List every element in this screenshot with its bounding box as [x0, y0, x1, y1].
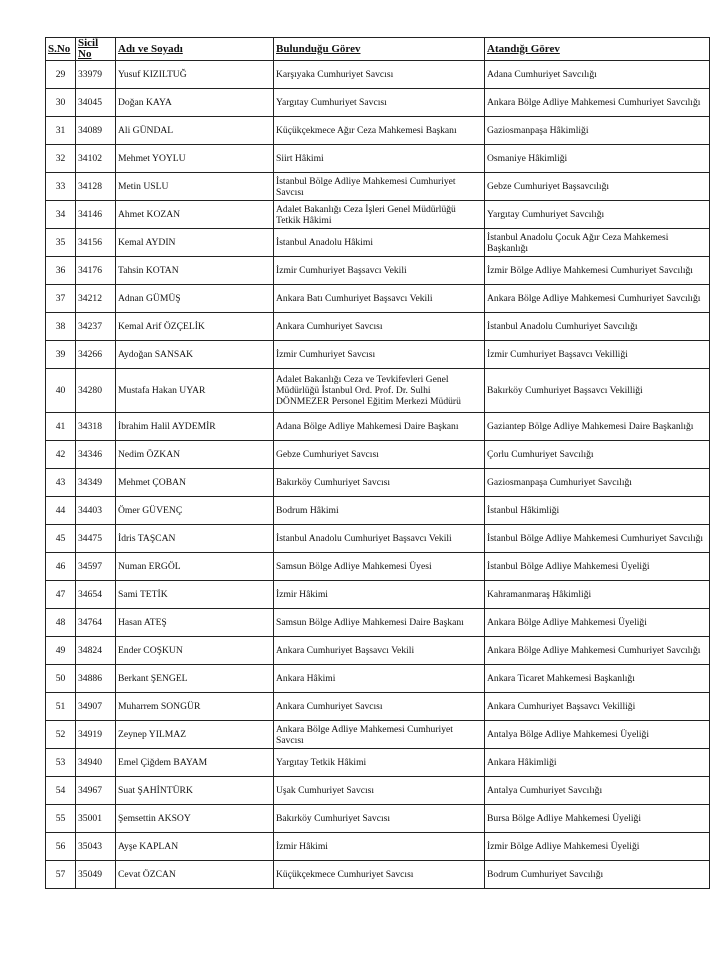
- header-assigned: Atandığı Görev: [485, 38, 710, 61]
- cell-assigned: Kahramanmaraş Hâkimliği: [485, 581, 710, 609]
- cell-current: Uşak Cumhuriyet Savcısı: [274, 777, 485, 805]
- cell-current: Adalet Bakanlığı Ceza İşleri Genel Müdürlüğü Tetkik Hâkimi: [274, 201, 485, 229]
- table-row: [46, 581, 710, 609]
- cell-sicil: 34475: [76, 525, 116, 553]
- cell-sicil: 35043: [76, 833, 116, 861]
- table-row: [46, 833, 710, 861]
- cell-assigned: İstanbul Bölge Adliye Mahkemesi Üyeliği: [485, 553, 710, 581]
- cell-assigned: Gebze Cumhuriyet Başsavcılığı: [485, 173, 710, 201]
- cell-name: Mehmet YOYLU: [116, 145, 274, 173]
- cell-sno: 32: [46, 145, 76, 173]
- cell-name: Metin USLU: [116, 173, 274, 201]
- cell-name: Muharrem SONGÜR: [116, 693, 274, 721]
- cell-name: Adnan GÜMÜŞ: [116, 285, 274, 313]
- cell-current: Küçükçekmece Ağır Ceza Mahkemesi Başkanı: [274, 117, 485, 145]
- appointments-table: [45, 37, 710, 889]
- cell-assigned: Ankara Bölge Adliye Mahkemesi Üyeliği: [485, 609, 710, 637]
- cell-name: Aydoğan SANSAK: [116, 341, 274, 369]
- cell-sicil: 34146: [76, 201, 116, 229]
- table-row: [46, 637, 710, 665]
- cell-assigned: İzmir Bölge Adliye Mahkemesi Üyeliği: [485, 833, 710, 861]
- table-row: [46, 441, 710, 469]
- cell-name: Tahsin KOTAN: [116, 257, 274, 285]
- cell-sicil: 34346: [76, 441, 116, 469]
- cell-assigned: İstanbul Anadolu Çocuk Ağır Ceza Mahkemesi Başkanlığı: [485, 229, 710, 257]
- cell-sicil: 34280: [76, 369, 116, 413]
- table-row: [46, 89, 710, 117]
- cell-sno: 49: [46, 637, 76, 665]
- cell-sno: 38: [46, 313, 76, 341]
- cell-current: Ankara Cumhuriyet Başsavcı Vekili: [274, 637, 485, 665]
- table-row: [46, 777, 710, 805]
- cell-sno: 47: [46, 581, 76, 609]
- cell-sno: 37: [46, 285, 76, 313]
- header-current: Bulunduğu Görev: [274, 38, 485, 61]
- cell-assigned: İzmir Cumhuriyet Başsavcı Vekilliği: [485, 341, 710, 369]
- cell-assigned: İstanbul Hâkimliği: [485, 497, 710, 525]
- cell-sno: 53: [46, 749, 76, 777]
- cell-current: Siirt Hâkimi: [274, 145, 485, 173]
- cell-sno: 48: [46, 609, 76, 637]
- cell-assigned: Yargıtay Cumhuriyet Savcılığı: [485, 201, 710, 229]
- cell-current: Ankara Bölge Adliye Mahkemesi Cumhuriyet Savcısı: [274, 721, 485, 749]
- cell-sno: 30: [46, 89, 76, 117]
- cell-current: Ankara Batı Cumhuriyet Başsavcı Vekili: [274, 285, 485, 313]
- cell-name: Ayşe KAPLAN: [116, 833, 274, 861]
- cell-sno: 36: [46, 257, 76, 285]
- cell-assigned: Gaziantep Bölge Adliye Mahkemesi Daire Başkanlığı: [485, 413, 710, 441]
- cell-sno: 51: [46, 693, 76, 721]
- cell-sno: 35: [46, 229, 76, 257]
- table-row: [46, 257, 710, 285]
- header-sicil: Sicil No: [76, 38, 116, 61]
- cell-sno: 45: [46, 525, 76, 553]
- cell-current: Adana Bölge Adliye Mahkemesi Daire Başkanı: [274, 413, 485, 441]
- cell-sno: 34: [46, 201, 76, 229]
- cell-name: İbrahim Halil AYDEMİR: [116, 413, 274, 441]
- cell-sno: 42: [46, 441, 76, 469]
- cell-assigned: İstanbul Bölge Adliye Mahkemesi Cumhuriyet Savcılığı: [485, 525, 710, 553]
- cell-sno: 57: [46, 861, 76, 889]
- cell-name: Yusuf KIZILTUĞ: [116, 61, 274, 89]
- cell-current: İzmir Cumhuriyet Savcısı: [274, 341, 485, 369]
- cell-assigned: İstanbul Anadolu Cumhuriyet Savcılığı: [485, 313, 710, 341]
- cell-sno: 29: [46, 61, 76, 89]
- table-row: [46, 749, 710, 777]
- header-sno: S.No: [46, 38, 76, 61]
- cell-current: Ankara Cumhuriyet Savcısı: [274, 313, 485, 341]
- cell-assigned: Bakırköy Cumhuriyet Başsavcı Vekilliği: [485, 369, 710, 413]
- table-row: [46, 693, 710, 721]
- cell-sicil: 34237: [76, 313, 116, 341]
- cell-current: Gebze Cumhuriyet Savcısı: [274, 441, 485, 469]
- table-row: [46, 313, 710, 341]
- cell-sno: 44: [46, 497, 76, 525]
- cell-name: Emel Çiğdem BAYAM: [116, 749, 274, 777]
- cell-sicil: 34318: [76, 413, 116, 441]
- cell-current: İzmir Hâkimi: [274, 581, 485, 609]
- cell-assigned: Ankara Bölge Adliye Mahkemesi Cumhuriyet Savcılığı: [485, 89, 710, 117]
- cell-sicil: 34156: [76, 229, 116, 257]
- cell-assigned: Bodrum Cumhuriyet Savcılığı: [485, 861, 710, 889]
- cell-sicil: 34212: [76, 285, 116, 313]
- cell-sicil: 34176: [76, 257, 116, 285]
- table-row: [46, 553, 710, 581]
- cell-sno: 33: [46, 173, 76, 201]
- table-row: [46, 61, 710, 89]
- cell-sicil: 34349: [76, 469, 116, 497]
- cell-name: Nedim ÖZKAN: [116, 441, 274, 469]
- cell-assigned: Ankara Ticaret Mahkemesi Başkanlığı: [485, 665, 710, 693]
- cell-sicil: 33979: [76, 61, 116, 89]
- cell-sicil: 34886: [76, 665, 116, 693]
- cell-assigned: İzmir Bölge Adliye Mahkemesi Cumhuriyet Savcılığı: [485, 257, 710, 285]
- cell-name: Ali GÜNDAL: [116, 117, 274, 145]
- header-name: Adı ve Soyadı: [116, 38, 274, 61]
- table-row: [46, 369, 710, 413]
- cell-sno: 43: [46, 469, 76, 497]
- cell-assigned: Ankara Bölge Adliye Mahkemesi Cumhuriyet Savcılığı: [485, 637, 710, 665]
- cell-name: Kemal Arif ÖZÇELİK: [116, 313, 274, 341]
- cell-current: Küçükçekmece Cumhuriyet Savcısı: [274, 861, 485, 889]
- cell-current: Samsun Bölge Adliye Mahkemesi Üyesi: [274, 553, 485, 581]
- cell-current: Ankara Cumhuriyet Savcısı: [274, 693, 485, 721]
- cell-name: Berkant ŞENGEL: [116, 665, 274, 693]
- cell-current: İstanbul Anadolu Hâkimi: [274, 229, 485, 257]
- cell-sicil: 34266: [76, 341, 116, 369]
- cell-assigned: Bursa Bölge Adliye Mahkemesi Üyeliği: [485, 805, 710, 833]
- table-row: [46, 117, 710, 145]
- cell-current: Samsun Bölge Adliye Mahkemesi Daire Başkanı: [274, 609, 485, 637]
- cell-name: Mustafa Hakan UYAR: [116, 369, 274, 413]
- cell-sno: 39: [46, 341, 76, 369]
- header-row: [46, 38, 710, 61]
- cell-assigned: Gaziosmanpaşa Cumhuriyet Savcılığı: [485, 469, 710, 497]
- cell-assigned: Antalya Cumhuriyet Savcılığı: [485, 777, 710, 805]
- cell-assigned: Çorlu Cumhuriyet Savcılığı: [485, 441, 710, 469]
- table-row: [46, 609, 710, 637]
- cell-current: Bakırköy Cumhuriyet Savcısı: [274, 805, 485, 833]
- cell-sicil: 34403: [76, 497, 116, 525]
- cell-sicil: 34940: [76, 749, 116, 777]
- table-row: [46, 805, 710, 833]
- cell-name: Numan ERGÖL: [116, 553, 274, 581]
- cell-sicil: 34907: [76, 693, 116, 721]
- cell-sicil: 34919: [76, 721, 116, 749]
- cell-current: İzmir Hâkimi: [274, 833, 485, 861]
- cell-assigned: Ankara Hâkimliği: [485, 749, 710, 777]
- cell-name: Cevat ÖZCAN: [116, 861, 274, 889]
- cell-current: Ankara Hâkimi: [274, 665, 485, 693]
- cell-sicil: 34654: [76, 581, 116, 609]
- table-row: [46, 665, 710, 693]
- cell-current: İstanbul Anadolu Cumhuriyet Başsavcı Vekili: [274, 525, 485, 553]
- cell-name: Zeynep YILMAZ: [116, 721, 274, 749]
- cell-sicil: 34089: [76, 117, 116, 145]
- table-row: [46, 145, 710, 173]
- cell-sno: 31: [46, 117, 76, 145]
- cell-name: Ender COŞKUN: [116, 637, 274, 665]
- cell-assigned: Adana Cumhuriyet Savcılığı: [485, 61, 710, 89]
- cell-sicil: 35049: [76, 861, 116, 889]
- cell-name: Mehmet ÇOBAN: [116, 469, 274, 497]
- table-row: [46, 229, 710, 257]
- cell-name: Doğan KAYA: [116, 89, 274, 117]
- cell-sno: 41: [46, 413, 76, 441]
- cell-sicil: 34128: [76, 173, 116, 201]
- cell-name: Şemsettin AKSOY: [116, 805, 274, 833]
- cell-name: Sami TETİK: [116, 581, 274, 609]
- cell-name: Ömer GÜVENÇ: [116, 497, 274, 525]
- cell-current: Bakırköy Cumhuriyet Savcısı: [274, 469, 485, 497]
- cell-sicil: 34824: [76, 637, 116, 665]
- table-row: [46, 861, 710, 889]
- table-row: [46, 341, 710, 369]
- cell-assigned: Ankara Cumhuriyet Başsavcı Vekilliği: [485, 693, 710, 721]
- cell-name: Ahmet KOZAN: [116, 201, 274, 229]
- cell-name: Suat ŞAHİNTÜRK: [116, 777, 274, 805]
- cell-current: Yargıtay Tetkik Hâkimi: [274, 749, 485, 777]
- cell-current: Bodrum Hâkimi: [274, 497, 485, 525]
- cell-assigned: Gaziosmanpaşa Hâkimliği: [485, 117, 710, 145]
- table-body: [46, 61, 710, 889]
- cell-sicil: 34597: [76, 553, 116, 581]
- cell-sicil: 34045: [76, 89, 116, 117]
- table-row: [46, 721, 710, 749]
- cell-current: Adalet Bakanlığı Ceza ve Tevkifevleri Genel Müdürlüğü İstanbul Ord. Prof. Dr. Sulhi DÖNMEZER Personel Eğitim Merkezi Müdürü: [274, 369, 485, 413]
- cell-current: Yargıtay Cumhuriyet Savcısı: [274, 89, 485, 117]
- table-row: [46, 497, 710, 525]
- cell-sno: 56: [46, 833, 76, 861]
- cell-sno: 52: [46, 721, 76, 749]
- cell-current: İzmir Cumhuriyet Başsavcı Vekili: [274, 257, 485, 285]
- cell-sno: 46: [46, 553, 76, 581]
- cell-assigned: Antalya Bölge Adliye Mahkemesi Üyeliği: [485, 721, 710, 749]
- cell-assigned: Osmaniye Hâkimliği: [485, 145, 710, 173]
- cell-assigned: Ankara Bölge Adliye Mahkemesi Cumhuriyet Savcılığı: [485, 285, 710, 313]
- cell-sicil: 34967: [76, 777, 116, 805]
- cell-sno: 55: [46, 805, 76, 833]
- table-row: [46, 525, 710, 553]
- cell-sicil: 34764: [76, 609, 116, 637]
- cell-current: İstanbul Bölge Adliye Mahkemesi Cumhuriyet Savcısı: [274, 173, 485, 201]
- cell-sno: 50: [46, 665, 76, 693]
- table-row: [46, 413, 710, 441]
- cell-sicil: 35001: [76, 805, 116, 833]
- cell-sicil: 34102: [76, 145, 116, 173]
- table-row: [46, 173, 710, 201]
- table-row: [46, 201, 710, 229]
- cell-name: Kemal AYDIN: [116, 229, 274, 257]
- cell-sno: 54: [46, 777, 76, 805]
- cell-name: Hasan ATEŞ: [116, 609, 274, 637]
- table-row: [46, 285, 710, 313]
- cell-name: İdris TAŞCAN: [116, 525, 274, 553]
- table-row: [46, 469, 710, 497]
- cell-sno: 40: [46, 369, 76, 413]
- cell-current: Karşıyaka Cumhuriyet Savcısı: [274, 61, 485, 89]
